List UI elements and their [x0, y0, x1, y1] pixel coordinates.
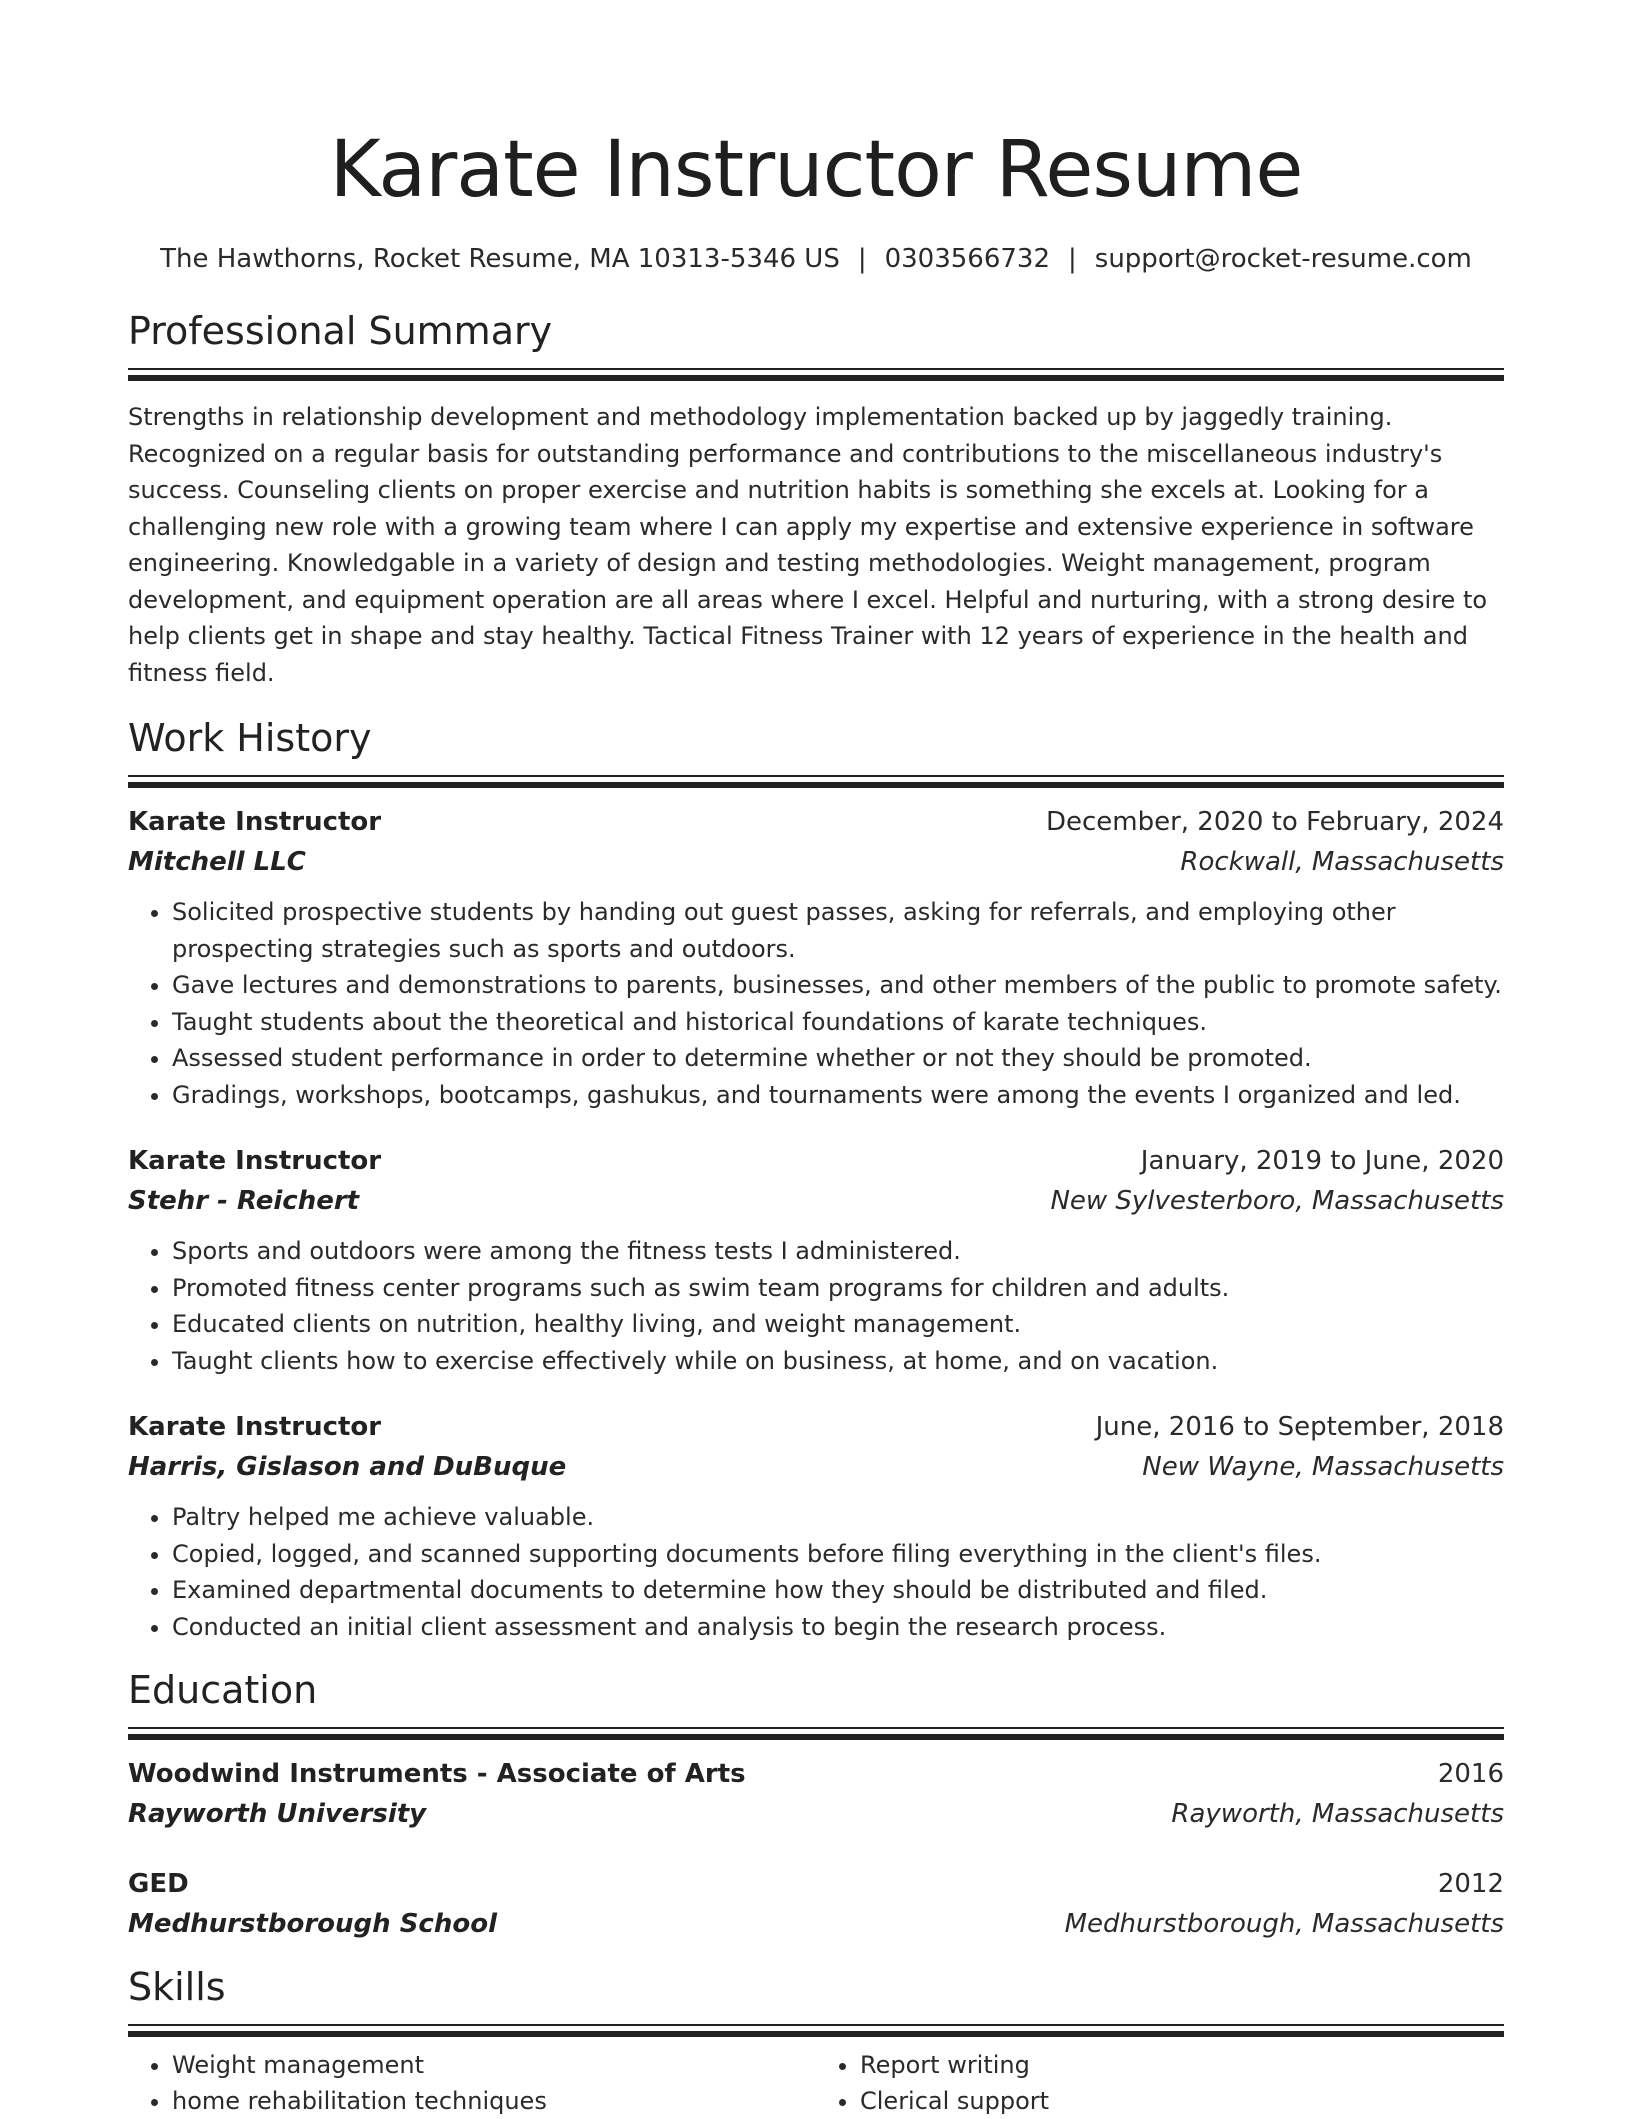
- education-school: Rayworth University: [128, 1799, 427, 1829]
- job-dates: June, 2016 to September, 2018: [1095, 1412, 1504, 1442]
- job-company: Stehr - Reichert: [128, 1186, 360, 1216]
- skill-item: • Clerical support: [860, 2083, 1504, 2119]
- list-item: • Promoted fitness center programs such as swim team programs for children and adults.: [172, 1270, 1504, 1307]
- job-location: New Wayne, Massachusetts: [1142, 1452, 1504, 1482]
- education-entry: [128, 1754, 1504, 1834]
- job-title: Karate Instructor: [128, 1146, 382, 1176]
- contact-phone: 0303566732: [884, 244, 1051, 274]
- section-divider: [128, 775, 1504, 788]
- education-year: 2016: [1437, 1759, 1504, 1789]
- education-location: Rayworth, Massachusetts: [1171, 1799, 1504, 1829]
- education-degree: Woodwind Instruments - Associate of Arts: [128, 1759, 746, 1789]
- job-dates: January, 2019 to June, 2020: [1140, 1146, 1504, 1176]
- list-item: • Educated clients on nutrition, healthy living, and weight management.: [172, 1306, 1504, 1343]
- education-location: Medhurstborough, Massachusetts: [1064, 1909, 1504, 1939]
- section-divider: [128, 1727, 1504, 1740]
- list-item: • Taught clients how to exercise effectively while on business, at home, and on vacation.: [172, 1343, 1504, 1380]
- contact-separator: |: [857, 244, 867, 274]
- list-item: • Paltry helped me achieve valuable.: [172, 1499, 1504, 1536]
- job-location: Rockwall, Massachusetts: [1180, 847, 1504, 877]
- skill-item: • home rehabilitation techniques: [172, 2083, 816, 2119]
- list-item: • Solicited prospective students by handing out guest passes, asking for referrals, and employing other prospecting strategies such as sports and outdoors.: [172, 894, 1504, 967]
- job-entry: [128, 802, 1504, 1113]
- contact-email: support@rocket-resume.com: [1094, 244, 1472, 274]
- work-history-section: [128, 713, 1504, 1645]
- education-section: [128, 1665, 1504, 1944]
- contact-address: The Hawthorns, Rocket Resume, MA 10313-5346 US: [160, 244, 840, 274]
- list-item: • Gradings, workshops, bootcamps, gashukus, and tournaments were among the events I organized and led.: [172, 1077, 1504, 1114]
- job-dates: December, 2020 to February, 2024: [1045, 807, 1504, 837]
- list-item: • Taught students about the theoretical and historical foundations of karate techniques.: [172, 1004, 1504, 1041]
- list-item: • Examined departmental documents to determine how they should be distributed and filed.: [172, 1572, 1504, 1609]
- job-location: New Sylvesterboro, Massachusetts: [1050, 1186, 1504, 1216]
- job-bullets: [128, 1233, 1504, 1379]
- skills-list-left: [128, 2047, 816, 2119]
- list-item: • Conducted an initial client assessment and analysis to begin the research process.: [172, 1609, 1504, 1646]
- education-school: Medhurstborough School: [128, 1909, 497, 1939]
- list-item: • Copied, logged, and scanned supporting documents before filing everything in the client's files.: [172, 1536, 1504, 1573]
- education-degree: GED: [128, 1869, 189, 1899]
- section-heading-summary: Professional Summary: [128, 309, 553, 353]
- job-bullets: [128, 1499, 1504, 1645]
- education-year: 2012: [1437, 1869, 1504, 1899]
- section-heading-skills: Skills: [128, 1965, 226, 2009]
- section-divider: [128, 2024, 1504, 2037]
- summary-section: [128, 306, 1504, 691]
- skills-list-right: [816, 2047, 1504, 2119]
- list-item: • Gave lectures and demonstrations to parents, businesses, and other members of the public to promote safety.: [172, 967, 1504, 1004]
- skills-columns: [128, 2047, 1504, 2119]
- contact-line: [128, 242, 1504, 276]
- job-title: Karate Instructor: [128, 1412, 382, 1442]
- job-entry: [128, 1407, 1504, 1645]
- section-heading-education: Education: [128, 1668, 318, 1712]
- job-company: Mitchell LLC: [128, 847, 306, 877]
- job-bullets: [128, 894, 1504, 1113]
- resume-page: [128, 0, 1504, 2119]
- resume-title: Karate Instructor Resume: [329, 125, 1303, 215]
- skill-item: • Report writing: [860, 2047, 1504, 2083]
- list-item: • Assessed student performance in order to determine whether or not they should be promoted.: [172, 1040, 1504, 1077]
- skill-item: • Weight management: [172, 2047, 816, 2083]
- education-entry: [128, 1864, 1504, 1944]
- list-item: • Sports and outdoors were among the fitness tests I administered.: [172, 1233, 1504, 1270]
- job-title: Karate Instructor: [128, 807, 382, 837]
- summary-text: Strengths in relationship development and methodology implementation backed up by jaggedly training. Recognized on a regular basis for outstanding performance and contributions to the miscellaneous industry's success. Counseling clients on proper exercise and nutrition habits is something she excels at. Looking for a challenging new role with a growing team where I can apply my expertise and extensive experience in software engineering. Knowledgable in a variety of design and testing methodologies. Weight management, program development, and equipment operation are all areas where I excel. Helpful and nurturing, with a strong desire to help clients get in shape and stay healthy. Tactical Fitness Trainer with 12 years of experience in the health and fitness field.: [128, 403, 1488, 687]
- job-entry: [128, 1141, 1504, 1379]
- section-heading-work: Work History: [128, 716, 372, 760]
- job-company: Harris, Gislason and DuBuque: [128, 1452, 567, 1482]
- contact-separator: |: [1068, 244, 1077, 274]
- skills-section: [128, 1962, 1504, 2119]
- section-divider: [128, 368, 1504, 381]
